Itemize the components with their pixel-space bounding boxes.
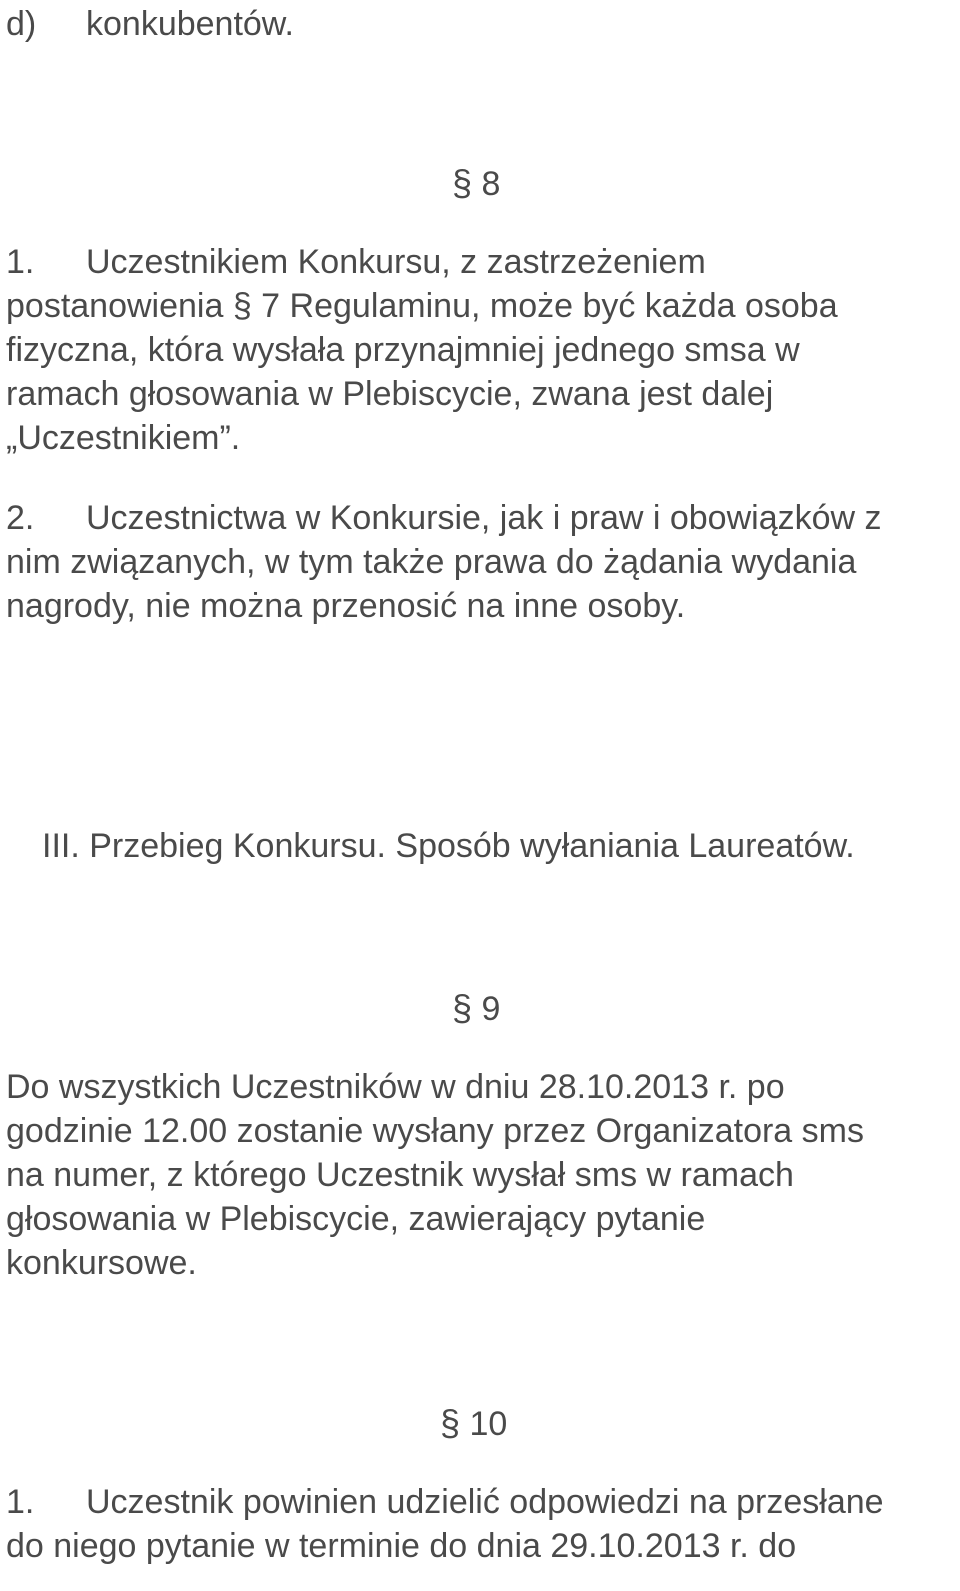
section-number: 10 <box>469 1405 508 1443</box>
paragraph-line <box>6 242 706 282</box>
paragraph-line: nagrody, nie można przenosić na inne osoby. <box>6 587 686 625</box>
section-heading-10 <box>440 1403 507 1443</box>
paragraph-line: na numer, z którego Uczestnik wysłał sms w ramach <box>6 1156 794 1194</box>
chapter-heading: III. Przebieg Konkursu. Sposób wyłaniania Laureatów. <box>42 827 855 865</box>
paragraph-line: „Uczestnikiem”. <box>6 419 241 457</box>
list-marker: d) <box>6 5 37 43</box>
section-sign: § <box>440 1402 461 1443</box>
paragraph-line <box>6 1482 884 1522</box>
section-sign: § <box>452 162 473 203</box>
list-item-d <box>6 4 294 44</box>
section-sign: § <box>452 987 473 1028</box>
paragraph-line: do niego pytanie w terminie do dnia 29.10.2013 r. do <box>6 1527 797 1565</box>
line-text: Uczestnikiem Konkursu, z zastrzeżeniem <box>86 243 706 281</box>
line-text: Uczestnik powinien udzielić odpowiedzi na przesłane <box>86 1483 884 1521</box>
paragraph-line: nim związanych, w tym także prawa do żądania wydania <box>6 543 857 581</box>
paragraph-line: ramach głosowania w Plebiscycie, zwana jest dalej <box>6 375 774 413</box>
section-heading-8 <box>452 163 500 203</box>
point-marker: 2. <box>6 499 35 537</box>
paragraph-line: konkursowe. <box>6 1244 197 1282</box>
paragraph-line: fizyczna, która wysłała przynajmniej jednego smsa w <box>6 331 800 369</box>
section-number: 9 <box>481 990 501 1028</box>
paragraph-line: głosowania w Plebiscycie, zawierający pytanie <box>6 1200 706 1238</box>
line-text: Uczestnictwa w Konkursie, jak i praw i obowiązków z <box>86 499 882 537</box>
paragraph-line: godzinie 12.00 zostanie wysłany przez Organizatora sms <box>6 1112 864 1150</box>
paragraph-line: postanowienia § 7 Regulaminu, może być każda osoba <box>6 287 838 325</box>
point-marker: 1. <box>6 243 35 281</box>
point-marker: 1. <box>6 1483 35 1521</box>
paragraph-line <box>6 498 882 538</box>
section-number: 8 <box>481 165 501 203</box>
list-item-text: konkubentów. <box>86 5 294 43</box>
section-heading-9 <box>452 988 500 1028</box>
paragraph-line: Do wszystkich Uczestników w dniu 28.10.2013 r. po <box>6 1068 785 1106</box>
